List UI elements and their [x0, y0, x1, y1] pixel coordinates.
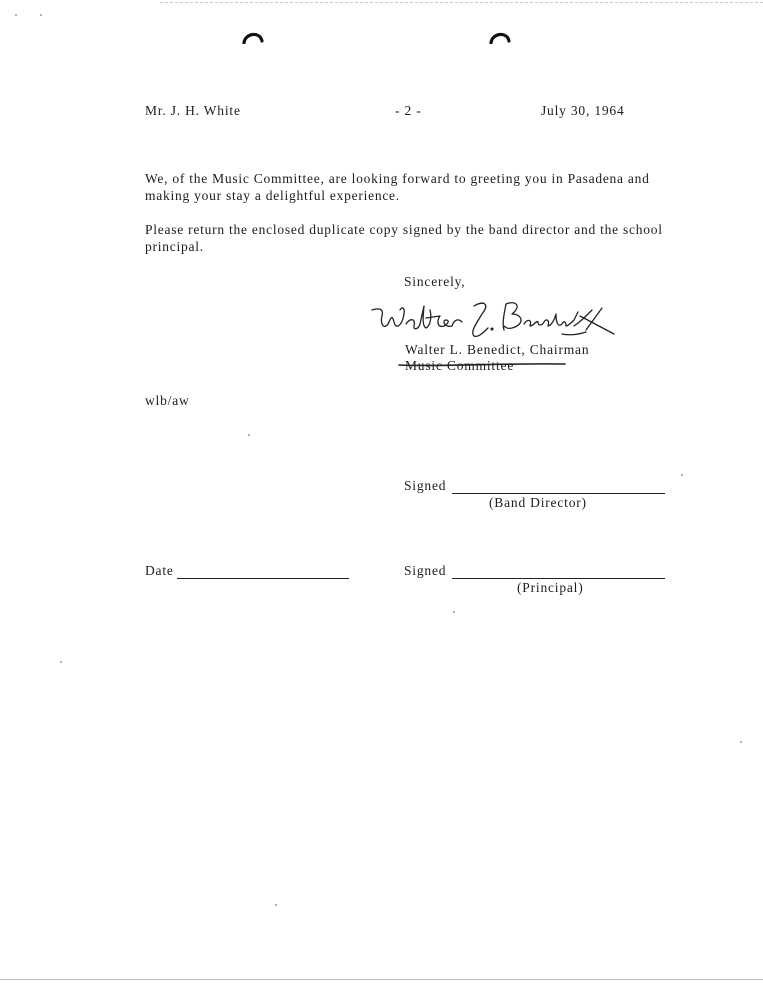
scan-speck	[15, 14, 17, 16]
scan-bottom-edge	[0, 979, 763, 980]
scan-speck	[740, 741, 742, 743]
body-paragraph-1: We, of the Music Committee, are looking forward to greeting you in Pasadena and making your stay a delightful experience.	[145, 171, 650, 203]
typist-initials: wlb/aw	[145, 393, 190, 408]
scan-speck	[60, 661, 62, 663]
scan-speck	[248, 434, 250, 436]
date-label: Date	[145, 563, 174, 578]
scan-speck	[453, 611, 455, 613]
scan-top-edge	[160, 2, 763, 3]
date-line[interactable]	[177, 578, 349, 579]
principal-caption: (Principal)	[517, 580, 584, 595]
hole-punch-right-icon	[489, 30, 511, 44]
body-paragraph-2: Please return the enclosed duplicate copy signed by the band director and the school principal.	[145, 222, 663, 254]
scan-speck	[681, 474, 683, 476]
hole-punch-left-icon	[242, 30, 264, 44]
signature-underline-stroke	[397, 358, 567, 372]
band-director-caption: (Band Director)	[489, 495, 587, 510]
signer-committee: Music Committee	[405, 358, 515, 373]
signer-name-title: Walter L. Benedict, Chairman	[405, 342, 590, 357]
closing-salutation: Sincerely,	[404, 274, 466, 289]
scan-speck	[275, 904, 277, 906]
scan-speck	[40, 14, 42, 16]
principal-signed-label: Signed	[404, 563, 447, 578]
page-number: - 2 -	[395, 103, 422, 118]
band-director-signed-label: Signed	[404, 478, 447, 493]
recipient-name: Mr. J. H. White	[145, 103, 241, 118]
handwritten-signature	[366, 296, 626, 346]
letter-date: July 30, 1964	[541, 103, 625, 118]
